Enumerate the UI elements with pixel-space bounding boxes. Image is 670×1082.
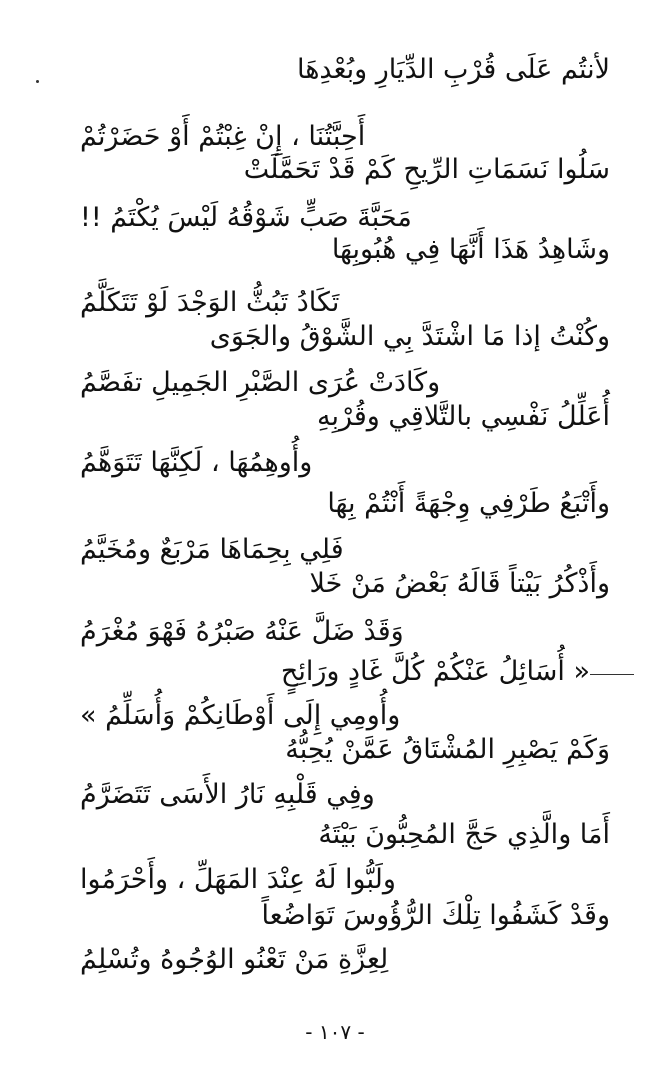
verse-line-3: سَلُوا نَسَمَاتِ الرِّيحِ كَمْ قَدْ تَحَمَّلَتْ <box>243 154 610 185</box>
verse-line-12: فَلِي بِحِمَاهَا مَرْبَعٌ ومُخَيَّمُ <box>80 534 344 565</box>
verse-line-4: مَحَبَّةَ صَبٍّ شَوْقُهُ لَيْسَ يُكْتَمُ !! <box>80 202 412 233</box>
verse-line-2: أَحِبَّتُنَا ، إِنْ غِبْتُمْ أَوْ حَضَرْتُمْ <box>80 121 366 152</box>
verse-line-21: وقَدْ كَشَفُوا تِلْكَ الرُّؤُوسَ تَوَاضُعاً <box>261 900 610 931</box>
verse-line-6: تَكَادُ تَبُثُّ الوَجْدَ لَوْ تَتَكَلَّمُ <box>80 287 340 318</box>
verse-line-14: وَقَدْ ضَلَّ عَنْهُ صَبْرُهُ فَهْوَ مُغْرَمُ <box>80 616 404 647</box>
verse-line-9: أُعَلِّلُ نَفْسِي بالتَّلاقِي وقُرْبِهِ <box>317 401 610 432</box>
verse-line-11: وأَتْبَعُ طَرْفِي وِجْهَةً أَنْتُمْ بِهَا <box>327 488 610 519</box>
margin-dash <box>590 674 634 675</box>
verse-line-17: وَكَمْ يَصْبِرِ المُشْتَاقُ عَمَّنْ يُحِبُّهُ <box>285 734 610 765</box>
verse-line-18: وفِي قَلْبِهِ نَارُ الأَسَى تَتَضَرَّمُ <box>80 779 375 810</box>
verse-line-20: ولَبُّوا لَهُ عِنْدَ المَهَلِّ ، وأَحْرَمُوا <box>80 864 396 895</box>
verse-line-7: وكُنْتُ إذا مَا اشْتَدَّ بِي الشَّوْقُ والجَوَى <box>209 321 610 352</box>
verse-line-13: وأَذْكُرُ بَيْتاً قَالَهُ بَعْضُ مَنْ خَلا <box>309 568 610 599</box>
verse-line-22: لِعِزَّةِ مَنْ تَعْنُو الوُجُوهُ وتُسْلِمُ <box>80 944 389 975</box>
page-number: - ١٠٧ - <box>305 1020 365 1044</box>
verse-line-5: وشَاهِدُ هَذَا أَنَّهَا فِي هُبُوبِهَا <box>331 234 610 265</box>
ink-speck <box>36 80 39 83</box>
verse-line-16: وأُومِي إِلَى أَوْطَانِكُمْ وَأُسَلِّمُ » <box>80 700 401 731</box>
verse-line-8: وكَادَتْ عُرَى الصَّبْرِ الجَمِيلِ تفَصَّمُ <box>80 367 441 398</box>
verse-line-19: أَمَا والَّذِي حَجَّ المُحِبُّونَ بَيْتَهُ <box>318 819 610 850</box>
verse-line-1: لأنتُم عَلَى قُرْبِ الدِّيَارِ وبُعْدِهَا <box>296 54 610 85</box>
verse-line-15: « أُسَائِلُ عَنْكُمْ كُلَّ غَادٍ ورَائِحٍ <box>280 656 590 687</box>
verse-line-10: وأُوهِمُهَا ، لَكِنَّهَا تَتَوَهَّمُ <box>80 447 313 478</box>
